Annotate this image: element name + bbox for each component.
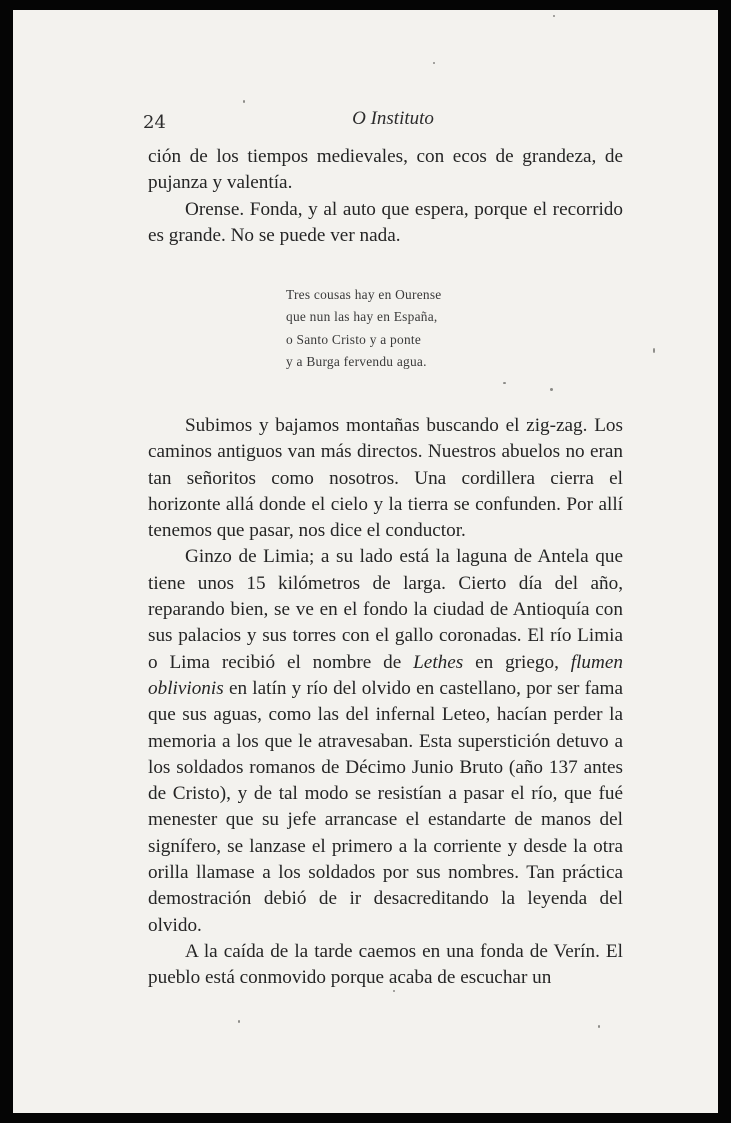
poem-quatrain xyxy=(286,284,442,374)
paragraph-ginzo xyxy=(148,544,623,938)
paper-speck xyxy=(238,1020,240,1023)
poem-line: y a Burga fervendu agua. xyxy=(286,354,427,370)
paper-speck xyxy=(503,382,506,384)
text-block-top xyxy=(148,144,623,249)
paragraph-orense: Orense. Fonda, y al auto que espera, porque el recorrido es grande. No se puede ver nada. xyxy=(148,198,623,246)
paper-speck xyxy=(553,15,555,17)
poem-line: o Santo Cristo y a ponte xyxy=(286,331,422,347)
paper-speck xyxy=(598,1025,600,1028)
journal-title: O Instituto xyxy=(352,108,434,129)
scanned-page xyxy=(13,10,718,1113)
paper-speck xyxy=(243,100,245,103)
poem-line: que nun las hay en España, xyxy=(286,309,438,325)
paragraph-continuation: ción de los tiempos medievales, con ecos de grandeza, de pujanza y valentía. xyxy=(148,146,623,194)
paragraph-ginzo-middle: en griego, xyxy=(463,651,571,673)
paper-speck xyxy=(550,388,553,391)
paper-speck xyxy=(653,348,655,353)
paper-speck xyxy=(433,62,435,64)
paragraph-ginzo-rest: en latín y río del olvido en castellano, por ser fama que sus aguas, como las del infernal Leteo, hacían perder la memoria a los que le atravesaban. Esta superstición detuvo a los soldados romanos de Décimo Junio Bruto (año 137 antes de Cristo), y de tal modo se resistían a pasar el río, que fué menester que su jefe arrancase el estandarte de manos del signífero, se lanzase el primero a la corriente y desde la otra orilla llamase a los soldados por sus nombres. Tan práctica demostración debió de ir desacreditando la leyenda del olvido. xyxy=(148,677,623,936)
paragraph-subimos: Subimos y bajamos montañas buscando el zig-zag. Los caminos antiguos van más directos. Nuestros abuelos no eran tan señoritos como nosotros. Una cordillera cierra el horizonte allá donde el cielo y la tierra se confunden. Por allí tenemos que pasar, nos dice el conductor. xyxy=(148,415,623,542)
paragraph-ginzo-intro: Ginzo de Limia; a su lado está la laguna de Antela que tiene unos 15 kilómetros de larga. Cierto día del año, reparando bien, se ve en el fondo la ciudad de Antioquía con sus palacios y sus torres con el gallo coronadas. El río Limia o Lima recibió el nombre de xyxy=(148,546,623,673)
paragraph-verin: A la caída de la tarde caemos en una fonda de Verín. El pueblo está conmovido porque acaba de escuchar un xyxy=(148,940,623,989)
poem-line: Tres cousas hay en Ourense xyxy=(286,287,442,302)
page-number: 24 xyxy=(143,112,166,133)
text-block-main xyxy=(148,413,623,992)
term-lethes: Lethes xyxy=(413,651,464,673)
running-head xyxy=(13,106,718,136)
term-flumen-oblivionis: flumen oblivionis xyxy=(148,651,623,699)
